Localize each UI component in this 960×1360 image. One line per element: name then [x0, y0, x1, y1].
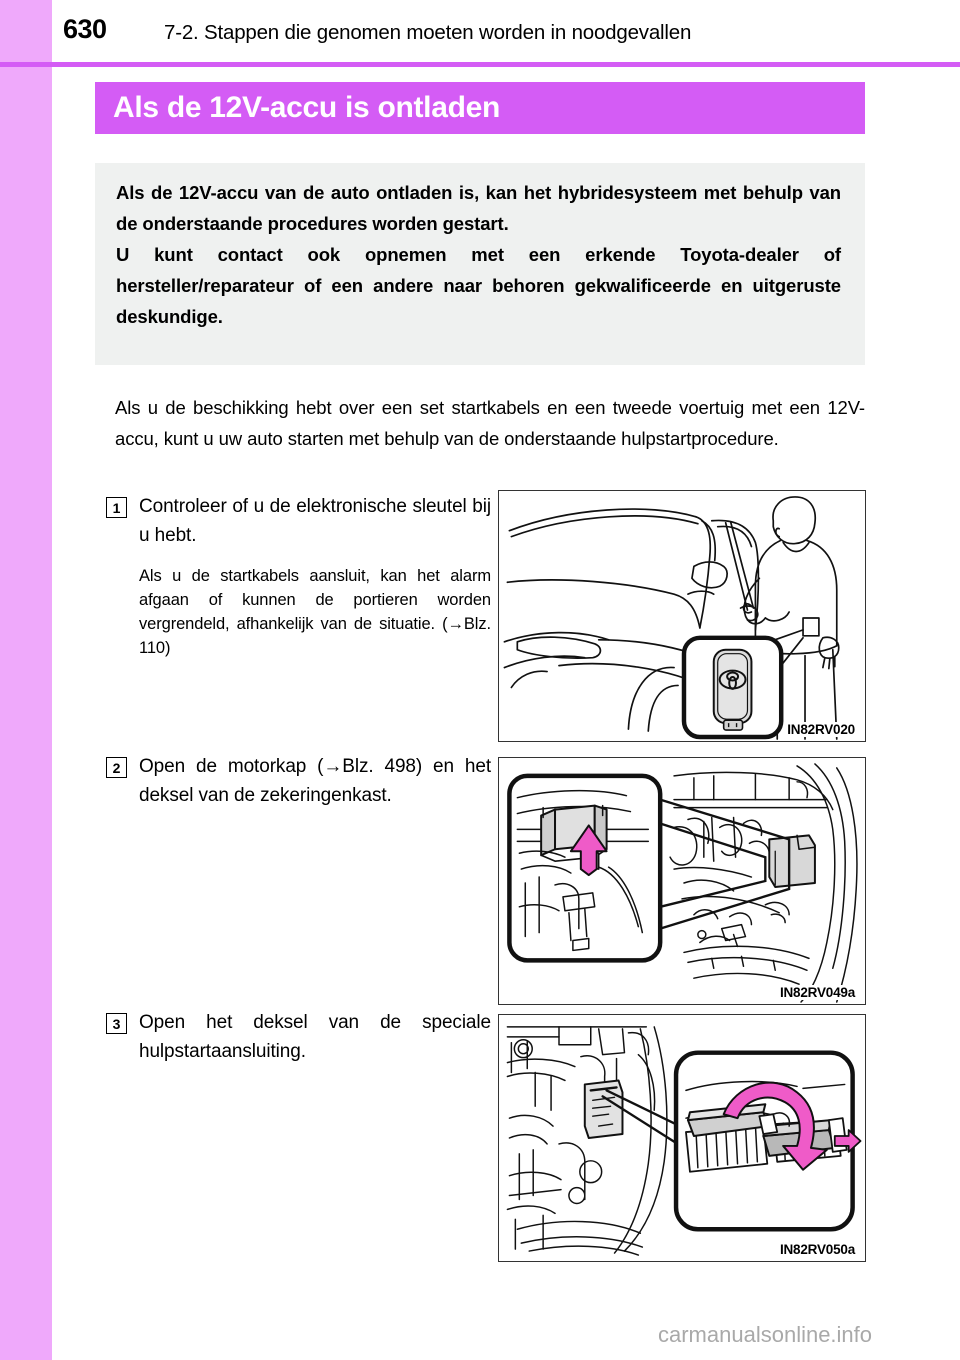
- step-item-1: [106, 492, 496, 660]
- figure-reference-code: IN82RV020: [787, 722, 855, 737]
- notice-paragraph-2: U kunt contact ook opnemen met een erkende Toyota-dealer of hersteller/reparateur of een andere naar behoren gekwalificeerde en uitgeruste deskundige.: [116, 244, 841, 327]
- step-item-2: [106, 752, 496, 810]
- figure-smart-key-illustration: [498, 490, 866, 742]
- step-title-text: Controleer of u de elektronische sleutel bij u hebt.: [139, 496, 491, 546]
- page-number: 630: [63, 14, 107, 44]
- site-watermark: carmanualsonline.info: [658, 1322, 873, 1347]
- header-divider-rule: [0, 62, 960, 67]
- figure-reference-code: IN82RV050a: [779, 1242, 855, 1257]
- notice-paragraph-1: Als de 12V-accu van de auto ontladen is, kan het hybridesysteem met behulp van de onderstaande procedures worden gestart.: [116, 182, 841, 234]
- intro-paragraph: Als u de beschikking hebt over een set startkabels en een tweede voertuig met een 12V-accu, kunt u uw auto starten met behulp van de onderstaande hulpstartprocedure.: [115, 397, 865, 449]
- jump-start-terminal-diagram: [499, 1015, 865, 1261]
- step-number-badge: 3: [106, 1013, 127, 1034]
- fuse-box-cover-inset: [509, 776, 789, 961]
- step-note-text: Als u de startkabels aansluit, kan het alarm afgaan of kunnen de portieren worden vergrendeld, afhankelijk van de situatie. (→Blz. 110): [139, 567, 491, 657]
- step-number-badge: 1: [106, 497, 127, 518]
- smart-key-diagram: [499, 491, 865, 741]
- figure-reference-code: IN82RV049a: [779, 985, 855, 1000]
- section-title-banner: [95, 82, 865, 134]
- step-number-badge: 2: [106, 757, 127, 778]
- terminal-cover-inset: [676, 1053, 861, 1230]
- section-title-text: Als de 12V-accu is ontladen: [113, 91, 501, 124]
- notice-box: [95, 163, 865, 365]
- fuse-box-diagram: [499, 758, 865, 1004]
- figure-jump-terminal-illustration: [498, 1014, 866, 1262]
- page-header: [0, 0, 960, 63]
- figure-fuse-box-illustration: [498, 757, 866, 1005]
- header-section-title: 7-2. Stappen die genomen moeten worden in noodgevallen: [164, 21, 692, 44]
- step-item-3: [106, 1008, 496, 1066]
- page-edge-strip: [0, 0, 52, 1360]
- step-title-text: Open de motorkap (→Blz. 498) en het deksel van de zekeringenkast.: [139, 756, 491, 806]
- step-title-text: Open het deksel van de speciale hulpstartaansluiting.: [139, 1012, 491, 1062]
- key-fob-inset: [684, 638, 781, 737]
